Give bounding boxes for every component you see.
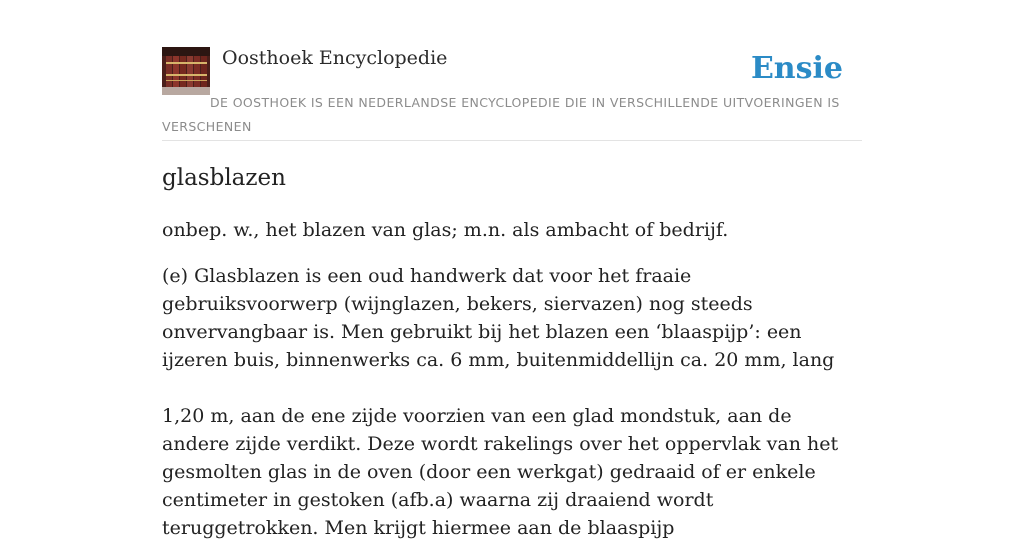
article-title: glasblazen: [162, 165, 286, 191]
article-paragraph: (e) Glasblazen is een oud handwerk dat voor het fraaie gebruiksvoorwerp (wijnglazen, bekers, siervazen) nog steeds onvervangbaar is. Men gebruikt bij het blazen een ‘blaaspijp’: een ijzeren buis, binnenwerks ca. 6 mm, buitenmiddellijn ca. 20 mm, lang: [162, 265, 835, 371]
encyclopedia-books-icon: [162, 47, 210, 95]
site-tagline: DE OOSTHOEK IS EEN NEDERLANDSE ENCYCLOPEDIE DIE IN VERSCHILLENDE UITVOERINGEN IS VERSCHENEN: [162, 95, 840, 134]
site-header: [162, 46, 862, 141]
article-definition: onbep. w., het blazen van glas; m.n. als ambacht of bedrijf.: [162, 219, 729, 241]
site-name[interactable]: Oosthoek Encyclopedie: [222, 47, 448, 69]
brand-logo[interactable]: Ensie: [750, 51, 843, 86]
site-avatar[interactable]: [162, 47, 210, 95]
article-paragraph: 1,20 m, aan de ene zijde voorzien van een glad mondstuk, aan de andere zijde verdikt. Deze wordt rakelings over het oppervlak van het gesmolten glas in de oven (door een werkgat) gedraaid of er enkele centimeter in gestoken (afb.a) waarna zij draaiend wordt teruggetrokken. Men krijgt hiermee aan de blaaspijp: [162, 405, 839, 539]
article: [162, 160, 862, 542]
